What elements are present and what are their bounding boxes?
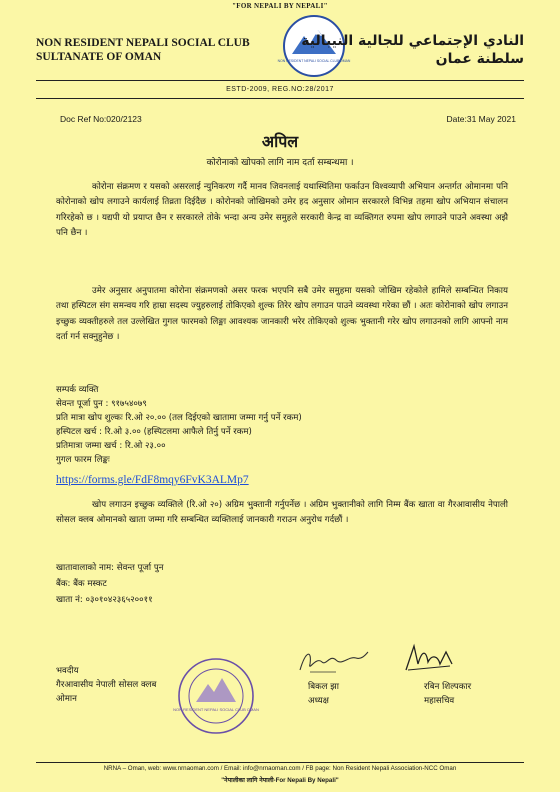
org-name-ar-line2: سلطنة عمان [435, 51, 524, 67]
letter-subject: कोरोनाको खोपको लागि नाम दर्ता सम्बन्धमा । [206, 158, 354, 168]
header-rule-top [36, 80, 524, 81]
sign-block-org [56, 664, 156, 706]
sign-block-secretary [424, 680, 471, 708]
svg-text:NON RESIDENT NEPALI SOCIAL CLU: NON RESIDENT NEPALI SOCIAL CLUB OMAN [173, 707, 259, 712]
president-name: बिकल झा [308, 682, 340, 692]
closing-word: भवदीय [56, 666, 79, 676]
total-cost: प्रतिमात्रा जम्मा खर्च : रि.ओ २३.०० [56, 441, 166, 451]
secretary-title: महासचिव [424, 696, 455, 706]
bank-name: बैंक: बैंक मस्कट [56, 579, 107, 589]
president-title: अध्यक्ष [308, 696, 329, 706]
header-rule-bottom [36, 98, 524, 99]
sign-country: ओमान [56, 694, 77, 704]
vaccine-fee: प्रति मात्रा खोप शुल्कः रि.ओ २०.०० (तल दिईएको खातामा जम्मा गर्नु पर्ने रकम) [56, 413, 302, 423]
hospital-fee: हस्पिटल खर्च : रि.ओ ३.०० (हस्पिटलमा आफैले तिर्नु पर्ने रकम) [56, 427, 252, 437]
sign-org-name: गैरआवासीय नेपाली सोसल क्लब [56, 680, 157, 690]
org-name-en-line2: SULTANATE OF OMAN [36, 51, 162, 63]
paragraph-2: उमेर अनुसार अनुपातमा कोरोना संक्रमणको असर फरक भएपनि सबै उमेर समुहमा यसको जोखिम रहेकोले हामिले सम्बन्धित निकाय तथा हस्पिटल संग समन्वय गरि हाम्रा सदस्य ज्युहरुलाई तोकिएको शुल्क तिरेर खोप लगाउन पाउने व्यवस्था गरेका छौं । अतः कोरोनाको खोप लगाउन इच्छुक व्यक्तीहरुले तल उल्लेखित गुगल फारमको लिङ्मा आवश्यक जानकारी भरेर तोकिएको शुल्क भुक्तानी गरेर खोप लगाउनको लागि आफ्नो नाम दर्ता गर्न सक्नुहुनेछ । [56, 286, 508, 342]
letter-title: अपिल [261, 132, 299, 151]
footer-contact: NRNA – Oman, web: www.nrnaoman.com / Email: info@nrnaoman.com / FB page: Non Resident Nepali Association-NCC Oman [103, 765, 457, 772]
secretary-signature [400, 640, 460, 676]
form-label: गुगल फारम लिङ्कः [56, 455, 110, 465]
org-name-english [36, 36, 250, 64]
contact-person: सेवन्त पूर्जा पुन : ९१७५४०७९ [56, 399, 147, 409]
footer-rule [36, 762, 524, 763]
svg-text:NON RESIDENT NEPALI SOCIAL CLU: NON RESIDENT NEPALI SOCIAL CLUB OMAN [277, 59, 351, 63]
account-number: खाता नं: ०३०१०४२३६५२००११ [56, 595, 153, 605]
sign-block-president [308, 680, 339, 708]
president-signature [296, 646, 370, 678]
payment-note: खोप लगाउन इच्छुक व्यक्तिले (रि.ओ २०) अग्रिम भुक्तानी गर्नुपर्नेछ । अग्रिम भुक्तानीको लागि निम्म बैंक खाता वा गैरआवासीय नेपाली सोसल क्लब ओमानको खाता जम्मा गरि सम्बन्धित व्यक्तिलाई जानकारी गराउन अनुरोध गर्दछौं । [56, 500, 508, 526]
org-name-arabic [301, 32, 524, 68]
doc-reference: Doc Ref No:020/2123 [60, 114, 142, 124]
org-name-ar-line1: النادي الإجتماعي للجالية النيبالية [301, 33, 524, 49]
footer-tagline: "नेपालीका लागि नेपाली-For Nepali By Nepali" [221, 777, 339, 784]
contact-heading: सम्पर्क व्यक्ति [56, 385, 99, 395]
doc-date: Date:31 May 2021 [446, 114, 516, 124]
org-name-en-line1: NON RESIDENT NEPALI SOCIAL CLUB [36, 37, 250, 49]
header-tagline: "FOR NEPALI BY NEPALI" [232, 2, 328, 10]
account-holder: खातावालाको नाम: सेवन्त पूर्जा पुन [56, 563, 164, 573]
google-form-link[interactable]: https://forms.gle/FdF8mqy6FvK3ALMp7 [56, 474, 249, 486]
secretary-name: रबिन शिल्पकार [424, 682, 472, 692]
paragraph-1: कोरोना संक्रमण र यसको असरलाई न्युनिकरण गर्दै मानव जिवनलाई यथास्थितिमा फर्काउन विश्वव्यापी अभियान अन्तर्गत ओमानमा पनि कोरोनाको खोप लगाउने कार्यलाई तिव्रता दिईदैछ । कोरोनको जोखिमको उमेर हद अनुसार ओमान सरकारले विभिन्न तहमा खोप अभियान संचालन गरिरहेको छ । यद्यपी यो प्रयाप्त छैन र सरकारले तोके भन्दा अन्य उमेर समुहले सरकारी केन्द्र वा व्यक्तिगत रुपमा खोप लगाउने पाउने अवस्था अझै पनि छैन । [56, 182, 508, 238]
club-seal-stamp [173, 656, 259, 736]
registration-line: ESTD-2009, REG.NO:28/2017 [226, 86, 334, 93]
